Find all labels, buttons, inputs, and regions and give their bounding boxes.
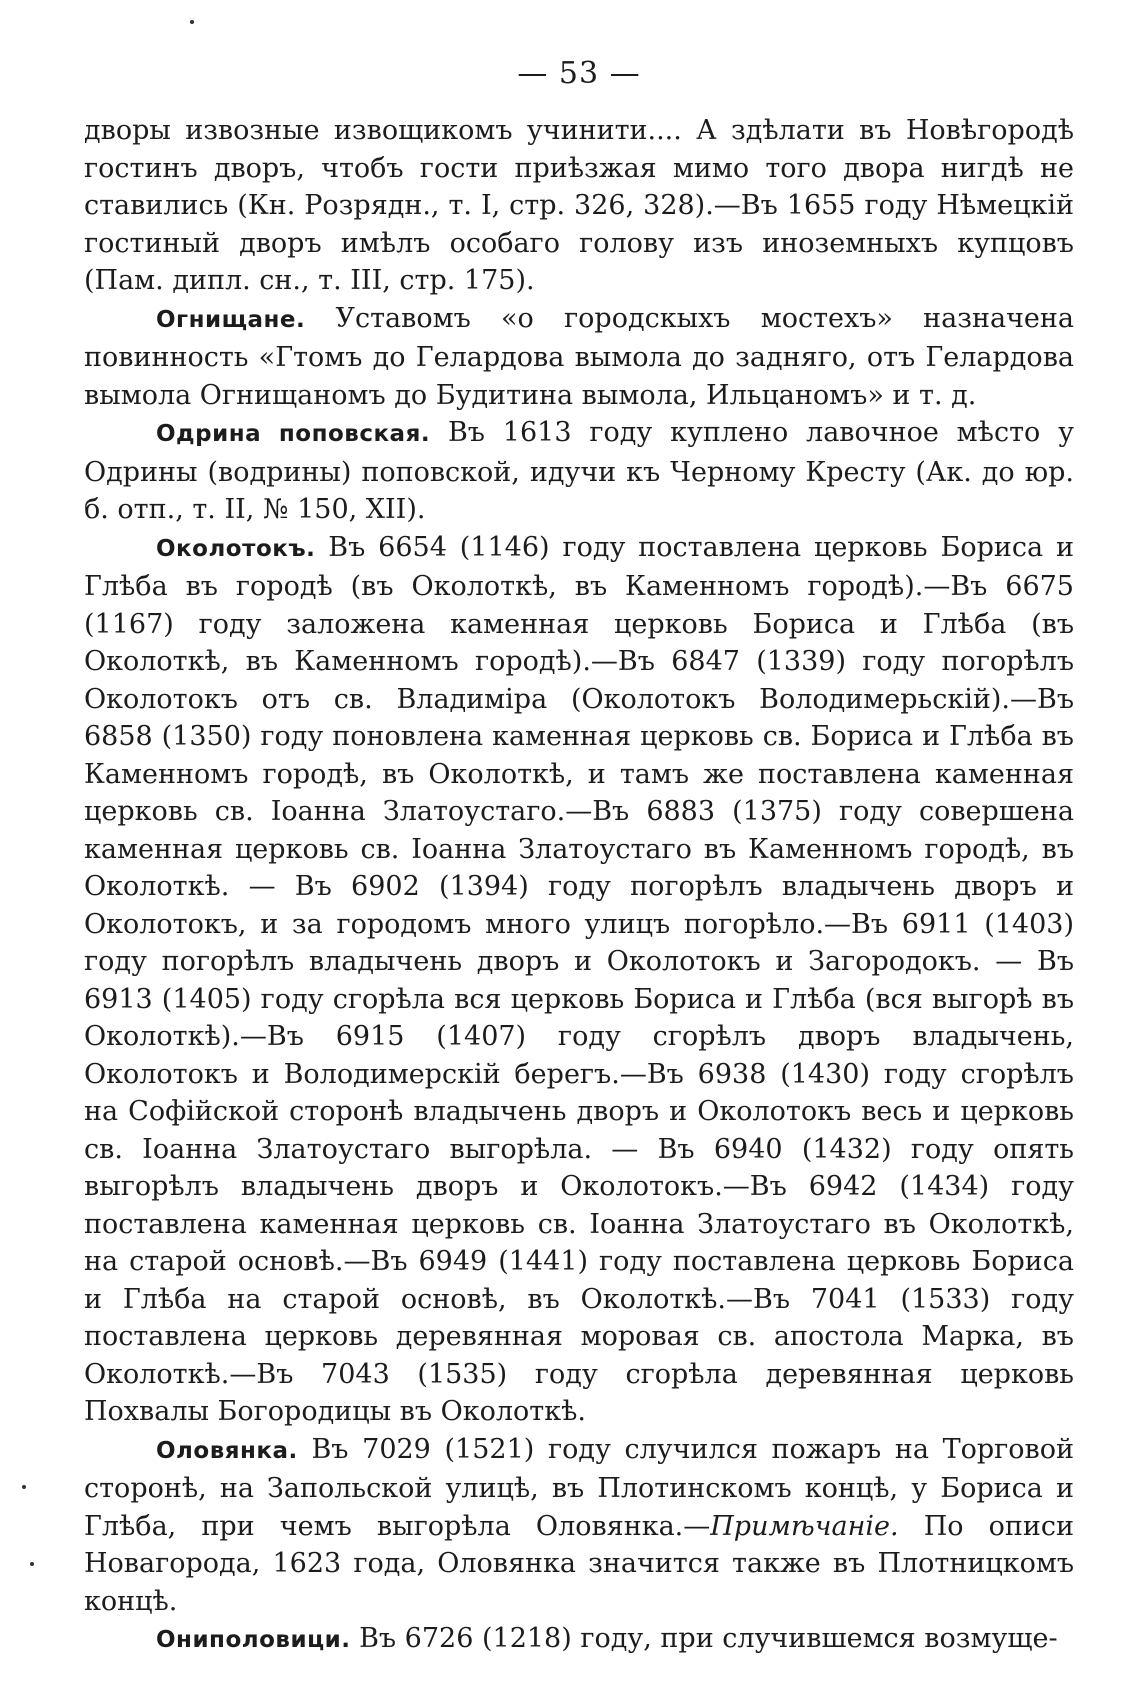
note-label: Примѣчаніе.: [710, 1510, 899, 1542]
entry-ognishchane: [84, 300, 1074, 415]
print-speck: [30, 1562, 34, 1566]
entry-body: Въ 7029 (1521) году случился пожаръ на Торговой сторонѣ, на Запольской улицѣ, въ Плотинскомъ концѣ, у Бориса и Глѣба, при чемъ выгорѣла Оловянка.—: [84, 1433, 1074, 1542]
entry-term: Оловянка.: [156, 1437, 298, 1464]
page-number: — 53 —: [517, 56, 641, 91]
print-speck: [190, 20, 194, 24]
entry-term: Ониполовици.: [156, 1627, 351, 1653]
intro-paragraph: дворы извозные извощикомъ учинити.... А здѣлати въ Новѣгородѣ гостинъ дворъ, чтобъ гости приѣзжая мимо того двора нигдѣ не ставились (Кн. Розрядн., т. I, стр. 326, 328).—Въ 1655 году Нѣмецкій гостиный дворъ имѣлъ особаго голову изъ иноземныхъ купцовъ (Пам. дипл. сн., т. III, стр. 175).: [84, 115, 1074, 296]
entry-okolotok: [84, 529, 1074, 1431]
entry-odrina-popovskaya: [84, 414, 1074, 529]
entry-body: Въ 6654 (1146) году поставлена церковь Бориса и Глѣба въ городѣ (въ Околоткѣ, въ Каменномъ городѣ).—Въ 6675 (1167) году заложена каменная церковь Бориса и Глѣба (въ Околоткѣ, въ Каменномъ городѣ).—Въ 6847 (1339) году погорѣлъ Околотокъ отъ св. Владиміра (Околотокъ Володимерьскій).—Въ 6858 (1350) году поновлена каменная церковь св. Бориса и Глѣба въ Каменномъ городѣ, въ Околоткѣ, и тамъ же поставлена каменная церковь св. Іоанна Златоустаго.—Въ 6883 (1375) году совершена каменная церковь св. Іоанна Златоустаго въ Каменномъ городѣ, въ Околоткѣ. — Въ 6902 (1394) году погорѣлъ владычень дворъ и Околотокъ, и за городомъ много улицъ погорѣло.—Въ 6911 (1403) году погорѣлъ владычень дворъ и Околотокъ и Загородокъ. — Въ 6913 (1405) году сгорѣла вся церковь Бориса и Глѣба (вся выгорѣ въ Околоткѣ).—Въ 6915 (1407) году сгорѣлъ дворъ владычень, Околотокъ и Володимерскій берегъ.—Въ 6938 (1430) году сгорѣлъ на Софійской сторонѣ владычень дворъ и Околотокъ весь и церковь св. Іоанна Златоустаго выгорѣла. — Въ 6940 (1432) году опять выгорѣлъ владычень дворъ и Околотокъ.—Въ 6942 (1434) году поставлена каменная церковь св. Іоанна Златоустаго въ Околоткѣ, на старой основѣ.—Въ 6949 (1441) году поставлена церковь Бориса и Глѣба на старой основѣ, въ Околоткѣ.—Въ 7041 (1533) году поставлена церковь деревянная моровая св. апостола Марка, въ Околоткѣ.—Въ 7043 (1535) году сгорѣла деревянная церковь Похвалы Богородицы въ Околоткѣ.: [84, 531, 1074, 1427]
entry-term: Одрина поповская.: [156, 421, 431, 447]
book-page: [84, 54, 1074, 1674]
entry-onipolovitsi: [84, 1620, 1074, 1660]
entry-body: Въ 6726 (1218) году, при случившемся возмуще-: [359, 1623, 1058, 1654]
entry-term: Околотокъ.: [156, 535, 316, 562]
entry-olovyanka: [84, 1431, 1074, 1621]
entry-body-continued: По описи Новагорода, 1623 года, Оловянка значится также въ Плотницкомъ концѣ.: [84, 1510, 1074, 1617]
entry-body: Уставомъ «о городскыхъ мостехъ» назначена повинность «Гтомъ до Гелардова вымола до задняго, отъ Гелардова вымола Огнищаномъ до Будитина вымола, Ильцаномъ» и т. д.: [84, 302, 1074, 411]
entry-body: Въ 1613 году куплено лавочное мѣсто у Одрины (водрины) поповской, идучи къ Черному Кресту (Ак. до юр. б. отп., т. II, № 150, XII).: [84, 417, 1074, 525]
print-speck: [22, 1485, 26, 1489]
entry-term: Огнищане.: [156, 306, 306, 333]
